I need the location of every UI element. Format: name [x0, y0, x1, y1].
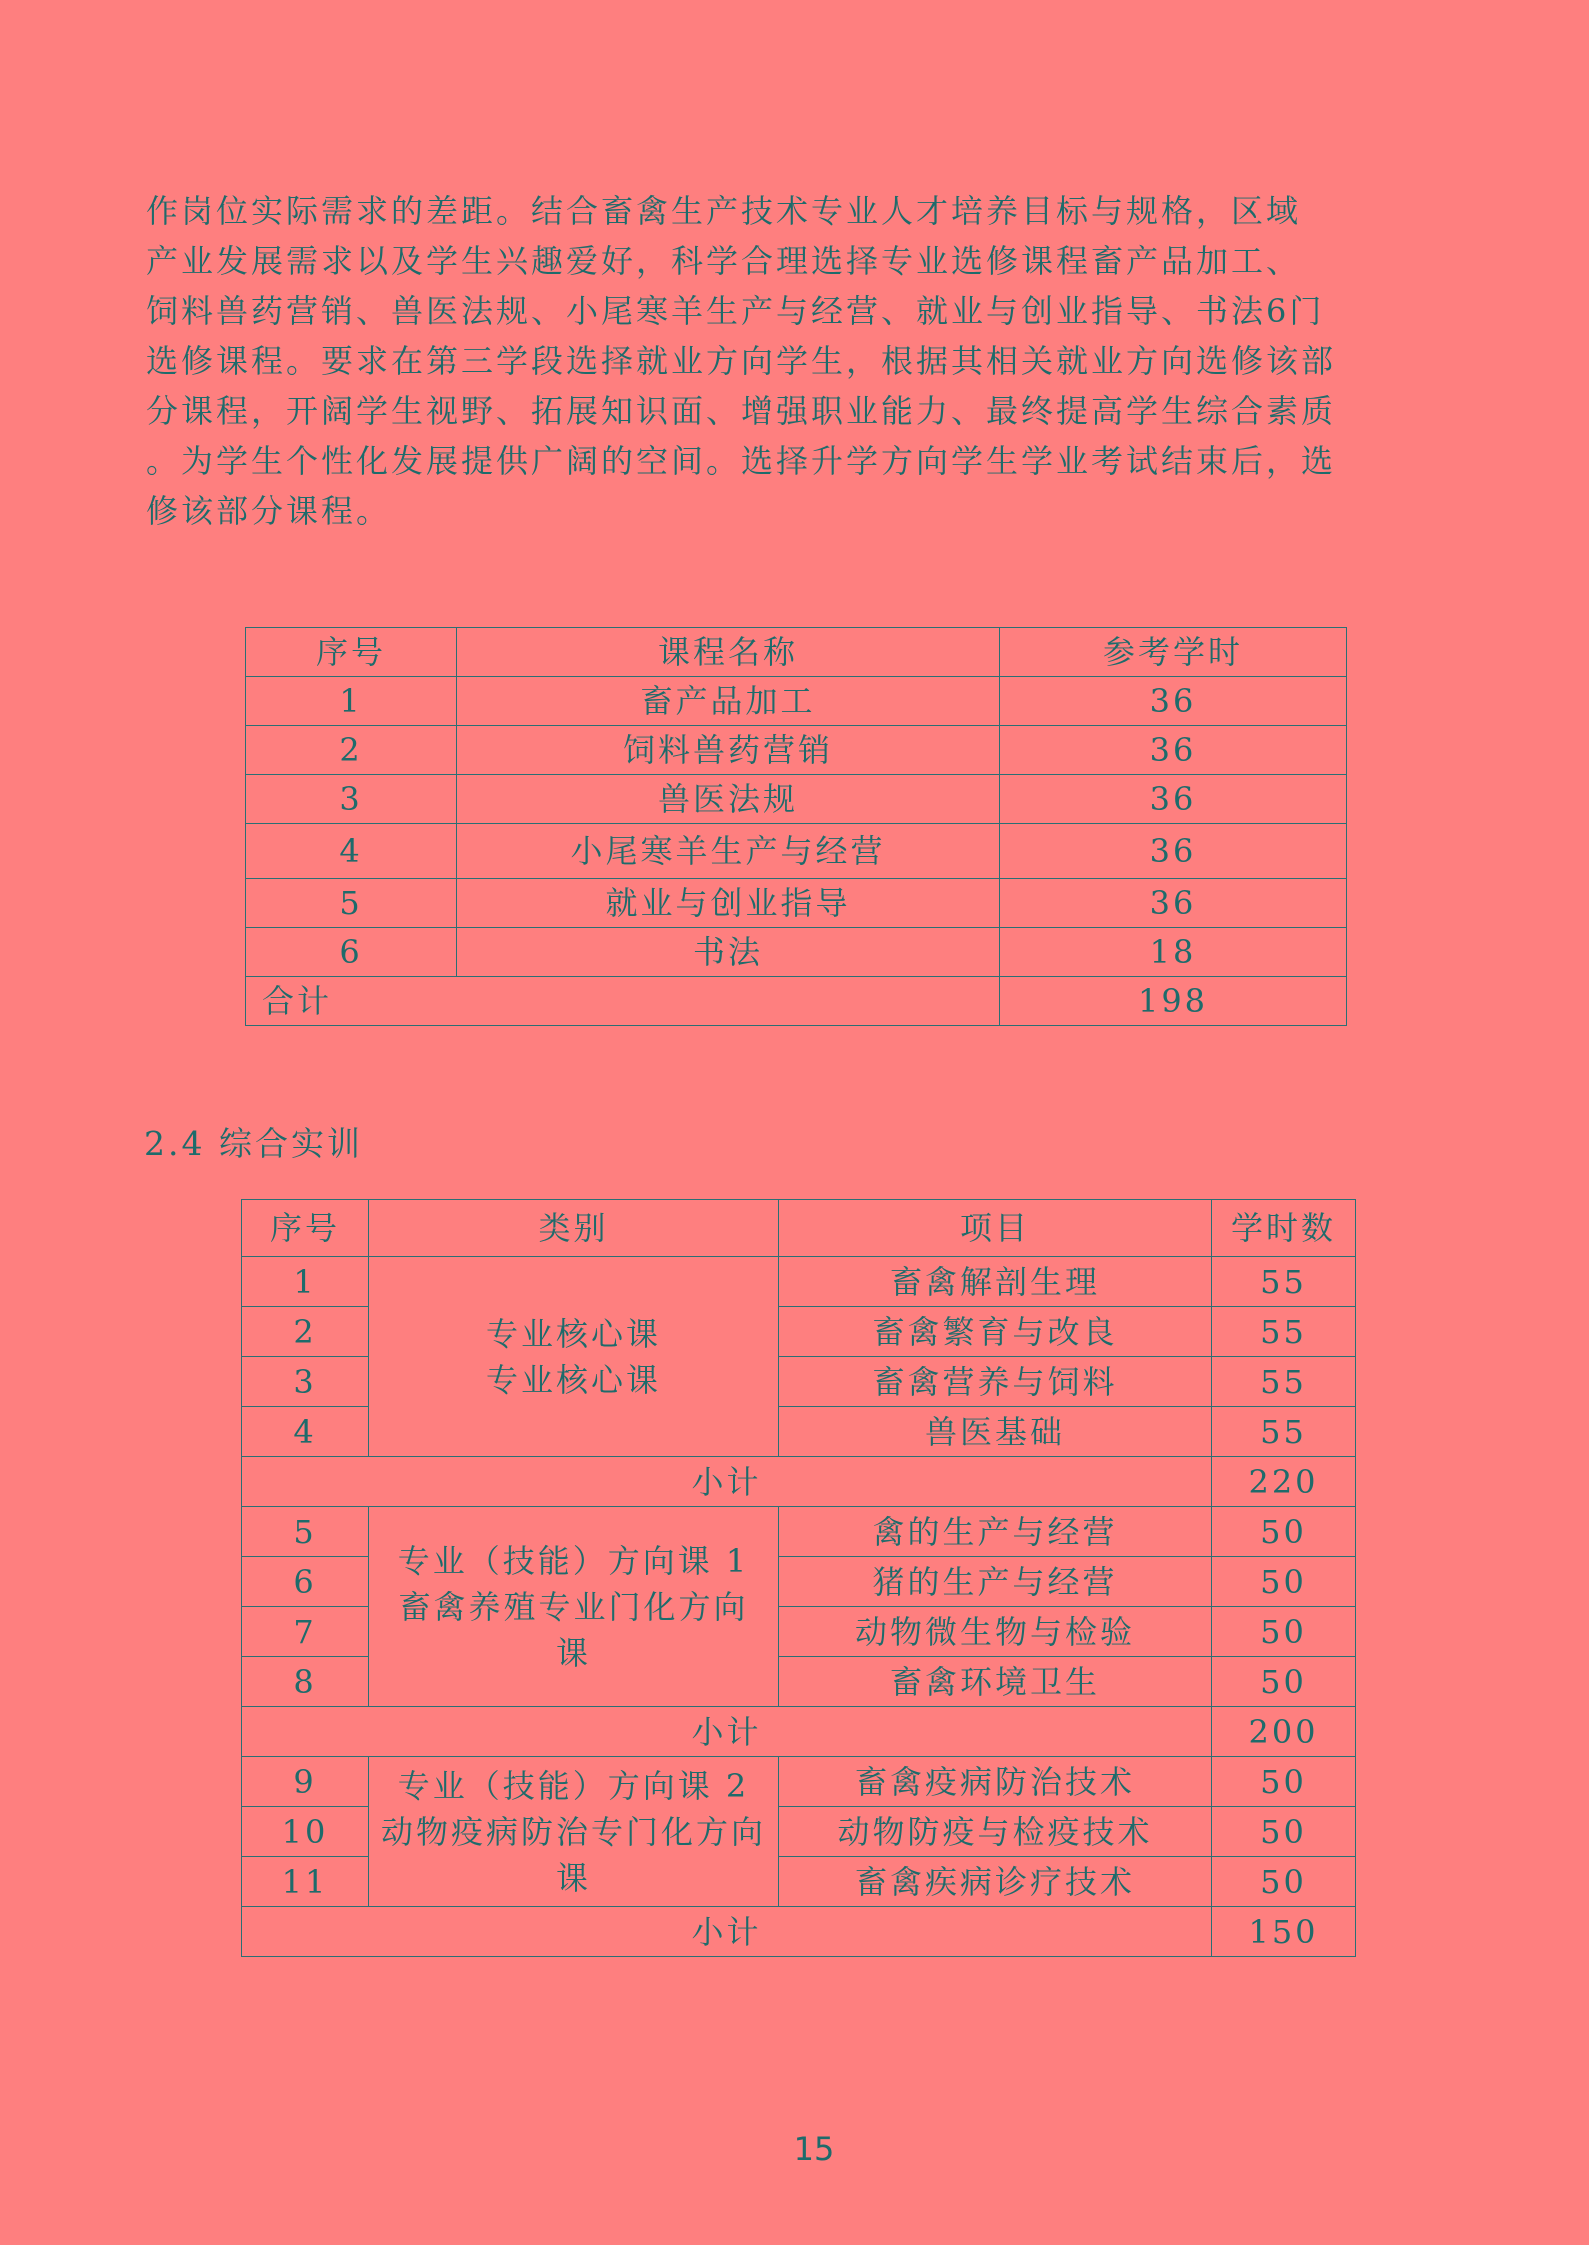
subtotal-hours: 220	[1212, 1457, 1356, 1507]
table-row	[246, 928, 1347, 977]
category-line: 专业核心课	[485, 1314, 661, 1353]
header-cell: 参考学时	[1000, 628, 1347, 677]
header-cell: 学时数	[1212, 1200, 1356, 1257]
table-total-row	[246, 977, 1347, 1026]
paragraph-line: 饲料兽药营销、兽医法规、小尾寒羊生产与经营、就业与创业指导、书法6门	[146, 292, 1325, 330]
paragraph-line: 产业发展需求以及学生兴趣爱好，科学合理选择专业选修课程畜产品加工、	[146, 242, 1302, 280]
project-name: 畜禽解剖生理	[779, 1257, 1212, 1307]
project-hours: 55	[1212, 1357, 1356, 1407]
project-hours: 50	[1212, 1807, 1356, 1857]
row-number: 8	[242, 1657, 369, 1707]
table-header-row	[246, 628, 1347, 677]
row-number: 4	[246, 824, 457, 879]
row-number: 2	[242, 1307, 369, 1357]
course-name: 畜产品加工	[457, 677, 1000, 726]
project-hours: 50	[1212, 1657, 1356, 1707]
subtotal-label: 小计	[242, 1707, 1212, 1757]
project-hours: 50	[1212, 1507, 1356, 1557]
row-number: 1	[242, 1257, 369, 1307]
header-cell: 序号	[242, 1200, 369, 1257]
project-name: 畜禽疫病防治技术	[779, 1757, 1212, 1807]
subtotal-label: 小计	[242, 1907, 1212, 1957]
project-name: 畜禽营养与饲料	[779, 1357, 1212, 1407]
row-number: 3	[246, 775, 457, 824]
paragraph-line: 修该部分课程。	[146, 492, 392, 530]
subtotal-hours: 200	[1212, 1707, 1356, 1757]
project-name: 畜禽环境卫生	[779, 1657, 1212, 1707]
subtotal-label: 小计	[242, 1457, 1212, 1507]
course-hours: 36	[1000, 677, 1347, 726]
project-name: 禽的生产与经营	[779, 1507, 1212, 1557]
row-number: 5	[246, 879, 457, 928]
row-number: 7	[242, 1607, 369, 1657]
table-row	[242, 1507, 1356, 1557]
body-paragraph	[146, 186, 1446, 536]
course-hours: 36	[1000, 726, 1347, 775]
course-hours: 18	[1000, 928, 1347, 977]
project-name: 畜禽繁育与改良	[779, 1307, 1212, 1357]
course-name: 饲料兽药营销	[457, 726, 1000, 775]
category-cell	[369, 1257, 779, 1457]
total-label: 合计	[246, 977, 1000, 1026]
category-line: 动物疫病防治专门化方向	[380, 1812, 766, 1851]
category-line: 课	[555, 1858, 591, 1897]
project-name: 动物防疫与检疫技术	[779, 1807, 1212, 1857]
project-hours: 50	[1212, 1757, 1356, 1807]
category-line: 专业（技能）方向课 1	[397, 1541, 750, 1580]
row-number: 9	[242, 1757, 369, 1807]
category-line: 课	[555, 1633, 591, 1672]
page-number: 15	[793, 2130, 835, 2168]
elective-course-table	[245, 627, 1347, 1026]
paragraph-line: 。为学生个性化发展提供广阔的空间。选择升学方向学生学业考试结束后，选	[146, 442, 1337, 480]
row-number: 6	[246, 928, 457, 977]
course-hours: 36	[1000, 775, 1347, 824]
table-row	[242, 1757, 1356, 1807]
training-table	[241, 1199, 1356, 1957]
table-row	[246, 775, 1347, 824]
course-name: 就业与创业指导	[457, 879, 1000, 928]
category-line: 畜禽养殖专业门化方向	[398, 1587, 749, 1626]
header-cell: 项目	[779, 1200, 1212, 1257]
row-number: 2	[246, 726, 457, 775]
course-name: 小尾寒羊生产与经营	[457, 824, 1000, 879]
row-number: 10	[242, 1807, 369, 1857]
category-cell	[369, 1757, 779, 1907]
project-name: 畜禽疾病诊疗技术	[779, 1857, 1212, 1907]
category-line: 专业核心课	[485, 1360, 661, 1399]
subtotal-row	[242, 1707, 1356, 1757]
course-hours: 36	[1000, 824, 1347, 879]
project-hours: 55	[1212, 1257, 1356, 1307]
course-name: 兽医法规	[457, 775, 1000, 824]
project-hours: 55	[1212, 1307, 1356, 1357]
total-hours: 198	[1000, 977, 1347, 1026]
project-name: 兽医基础	[779, 1407, 1212, 1457]
row-number: 1	[246, 677, 457, 726]
project-hours: 50	[1212, 1557, 1356, 1607]
section-heading: 2.4 综合实训	[144, 1124, 363, 1163]
category-cell	[369, 1507, 779, 1707]
course-hours: 36	[1000, 879, 1347, 928]
table-row	[246, 726, 1347, 775]
subtotal-row	[242, 1457, 1356, 1507]
table-row	[246, 824, 1347, 879]
row-number: 3	[242, 1357, 369, 1407]
course-name: 书法	[457, 928, 1000, 977]
table-header-row	[242, 1200, 1356, 1257]
row-number: 5	[242, 1507, 369, 1557]
project-hours: 50	[1212, 1857, 1356, 1907]
header-cell: 课程名称	[457, 628, 1000, 677]
category-line: 专业（技能）方向课 2	[397, 1766, 750, 1805]
header-cell: 类别	[369, 1200, 779, 1257]
table-row	[246, 879, 1347, 928]
project-hours: 50	[1212, 1607, 1356, 1657]
project-name: 猪的生产与经营	[779, 1557, 1212, 1607]
subtotal-row	[242, 1907, 1356, 1957]
row-number: 4	[242, 1407, 369, 1457]
table-row	[242, 1257, 1356, 1307]
paragraph-line: 分课程，开阔学生视野、拓展知识面、增强职业能力、最终提高学生综合素质	[146, 392, 1337, 430]
row-number: 6	[242, 1557, 369, 1607]
row-number: 11	[242, 1857, 369, 1907]
header-cell: 序号	[246, 628, 457, 677]
paragraph-line: 选修课程。要求在第三学段选择就业方向学生，根据其相关就业方向选修该部	[146, 342, 1337, 380]
paragraph-line: 作岗位实际需求的差距。结合畜禽生产技术专业人才培养目标与规格，区域	[146, 192, 1302, 230]
table-row	[246, 677, 1347, 726]
project-name: 动物微生物与检验	[779, 1607, 1212, 1657]
subtotal-hours: 150	[1212, 1907, 1356, 1957]
project-hours: 55	[1212, 1407, 1356, 1457]
